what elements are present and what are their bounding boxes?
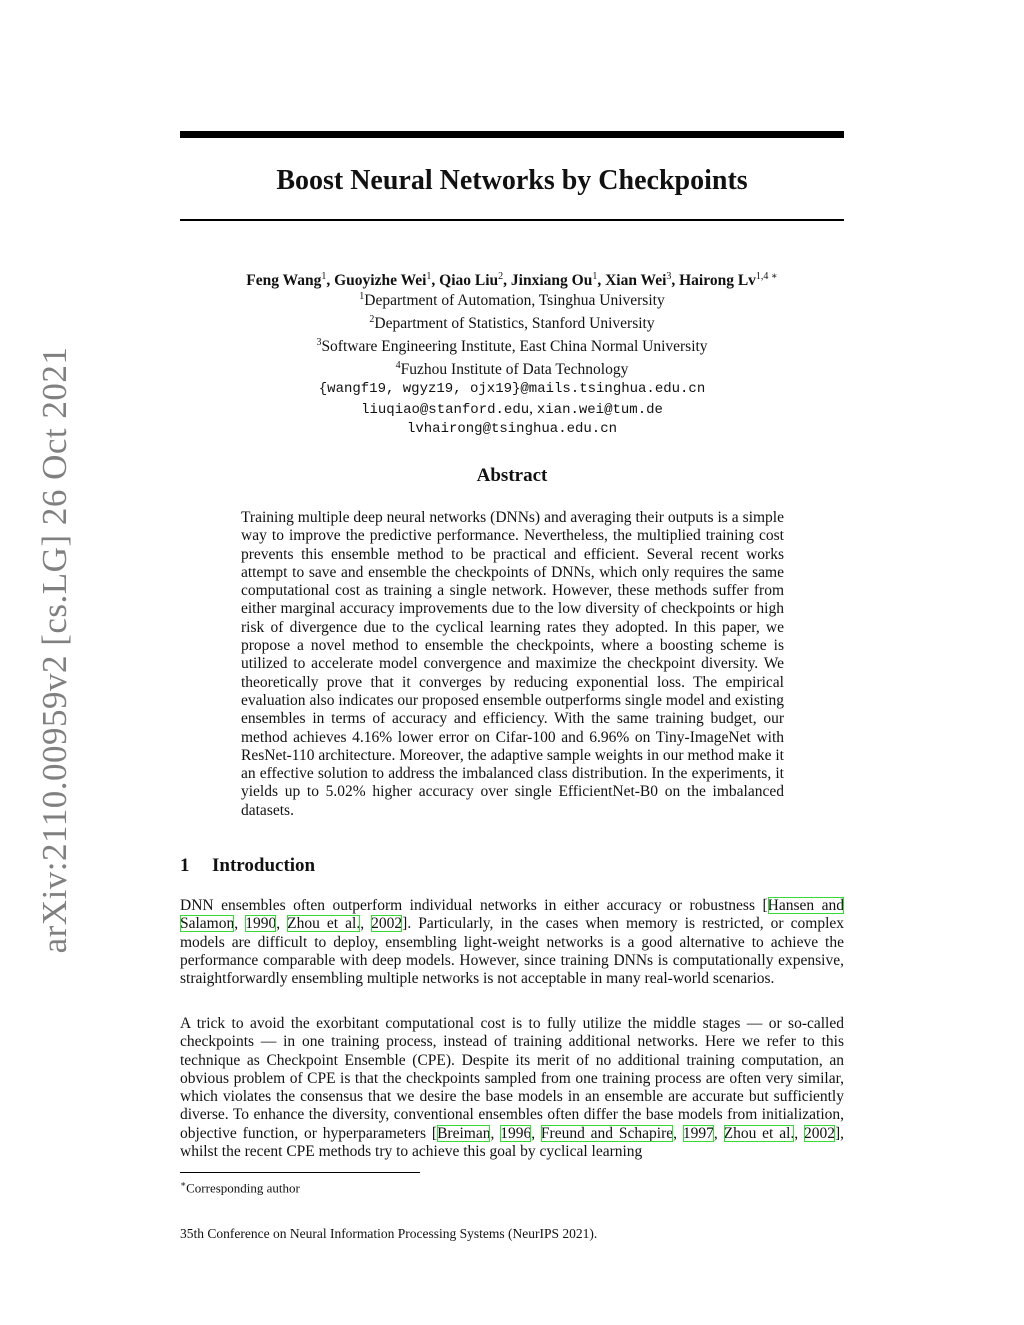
text-run: , (234, 915, 246, 933)
section-heading (180, 854, 844, 878)
citation-link[interactable]: 1997 (682, 1124, 714, 1142)
author-name: Qiao Liu (439, 272, 499, 290)
affiliation-sup: 4 (395, 360, 401, 372)
email-address[interactable]: xian.wei@tum.de (536, 401, 663, 418)
intro-paragraph-2 (180, 1015, 844, 1161)
citation-link[interactable]: Freund and Schapire (540, 1124, 674, 1142)
text-run: , (713, 1124, 724, 1142)
author-name: Feng Wang (246, 272, 322, 290)
text-run: , (276, 915, 288, 933)
affiliation-text: Fuzhou Institute of Data Technology (400, 361, 629, 379)
text-run: A trick to avoid the exorbitant computational cost is to fully utilize the middle stages — or so-called checkpoints — in one training process, instead of training additional networks. Here we refer to this technique as Checkpoint Ensemble (CPE). Despite its merit of no additional training computation, an obvious problem of CPE is that the checkpoints sampled from one training process are often very similar, which violates the consensus that we desire the base models in an ensemble are accurate but sufficiently diverse. To enhance the diversity, conventional ensembles often differ the base models from initialization, objective function, or hyperparameters [ (180, 1015, 844, 1142)
author-sup: 1 (426, 271, 432, 282)
author-sup: 2 (498, 271, 504, 282)
paper-title: Boost Neural Networks by Checkpoints (276, 165, 748, 196)
author-name: Jinxiang Ou (510, 272, 593, 290)
title-top-rule (180, 131, 844, 138)
affiliation-text: Software Engineering Institute, East China Normal University (321, 338, 708, 356)
arxiv-stamp: arXiv:2110.00959v2 [cs.LG] 26 Oct 2021 (35, 346, 74, 954)
footnote-rule (180, 1172, 420, 1173)
intro-paragraph-1 (180, 897, 844, 988)
affiliation-text: Department of Statistics, Stanford University (374, 315, 655, 333)
affiliation-line (150, 287, 874, 310)
citation-link[interactable]: Hansen and Salamon (180, 897, 844, 933)
text-run: , (794, 1124, 805, 1142)
author-name: Guoyizhe Wei (334, 272, 427, 290)
text-run: , (360, 915, 372, 933)
text-run: , (531, 1124, 541, 1142)
email-address[interactable]: lvhairong@tsinghua.edu.cn (406, 420, 618, 437)
citation-link[interactable]: 2002 (371, 915, 403, 933)
author-list: Feng Wang$^1$, Guoyizhe Wei$^1$, Qiao Liu$^2$, Jinxiang Ou$^1$, Xian Wei$^3$, Hairong $Lv^{1,4 ∗}$ (246, 271, 778, 290)
author-sup: 3 (666, 271, 672, 282)
citation-link[interactable]: 1990 (245, 915, 277, 933)
author-sup: 1 (321, 271, 327, 282)
citation-link[interactable]: 2002 (804, 1124, 836, 1142)
abstract-heading: Abstract (476, 465, 548, 486)
email-address[interactable]: liuqiao@stanford.edu (361, 401, 530, 418)
text-run: , (490, 1124, 501, 1142)
affiliation-text: Department of Automation, Tsinghua University (364, 292, 665, 310)
affiliation-block (150, 287, 874, 439)
author-sup: 1 (592, 271, 598, 282)
affiliation-line (150, 310, 874, 333)
email-line (150, 399, 874, 420)
affiliation-sup: 2 (369, 314, 375, 326)
text-run: , (673, 1124, 683, 1142)
text-run: ]. Particularly, in the cases when memory is restricted, or complex models are difficult to deploy, ensembling light-weight networks is a good alternative to achieve the performance comparable with deep models. However, since training DNNs is computationally expensive, straightforwardly ensembling multiple networks is not acceptable in many real-world scenarios. (180, 915, 845, 988)
abstract-body: Training multiple deep neural networks (DNNs) and averaging their outputs is a simple way to improve the predictive performance. Nevertheless, the multiplied training cost prevents this ensemble method to be practical and efficient. Several recent works attempt to save and ensemble the checkpoints of DNNs, which only requires the same computational cost as training a single network. However, these methods suffer from either marginal accuracy improvements due to the low diversity of checkpoints or high risk of divergence due to the cyclical learning rates they adopted. In this paper, we propose a novel method to ensemble the checkpoints, where a boosting scheme is utilized to accelerate model convergence and maximize the checkpoint diversity. We theoretically prove that it converges by reducing exponential loss. The empirical evaluation also indicates our proposed ensemble outperforms single model and existing ensembles in terms of accuracy and efficiency. With the same training budget, our method achieves 4.16% lower error on Cifar-100 and 6.96% on Tiny-ImageNet with ResNet-110 architecture. Moreover, the adaptive sample weights in our method make it an effective solution to address the imbalanced class distribution. In the experiments, it yields up to 5.02% higher accuracy over single EfficientNet-B0 on the imbalanced datasets. (241, 509, 784, 819)
text-run: DNN ensembles often outperform individual networks in either accuracy or robustness [ (180, 897, 768, 914)
section-number: 1 (180, 855, 190, 876)
footnote (180, 1176, 300, 1196)
affiliation-line (150, 356, 874, 379)
author-name: Hairong Lv (679, 272, 756, 290)
text-run: ], whilst the recent CPE methods try to achieve this goal by cyclical learning (180, 1124, 845, 1161)
footnote-mark: ∗ (180, 1179, 187, 1189)
affiliation-line (150, 333, 874, 356)
affiliation-sup: 3 (316, 337, 322, 349)
citation-link[interactable]: 1996 (500, 1124, 532, 1142)
email-separator: , (529, 399, 537, 417)
section-title: Introduction (212, 855, 316, 876)
author-name: Xian Wei (605, 272, 667, 290)
affiliation-sup: 1 (359, 291, 365, 302)
author-sup: 1,4 ∗ (755, 271, 778, 282)
title-bottom-rule (180, 219, 844, 221)
citation-link[interactable]: Zhou et al. (287, 915, 361, 933)
venue-line: 35th Conference on Neural Information Processing Systems (NeurIPS 2021). (180, 1226, 598, 1241)
email-line: {wangf19, wgyz19, ojx19}@mails.tsinghua.edu.cn (318, 380, 706, 397)
citation-link[interactable]: Breiman (437, 1124, 491, 1142)
footnote-text: Corresponding author (186, 1180, 300, 1196)
citation-link[interactable]: Zhou et al. (723, 1124, 795, 1142)
